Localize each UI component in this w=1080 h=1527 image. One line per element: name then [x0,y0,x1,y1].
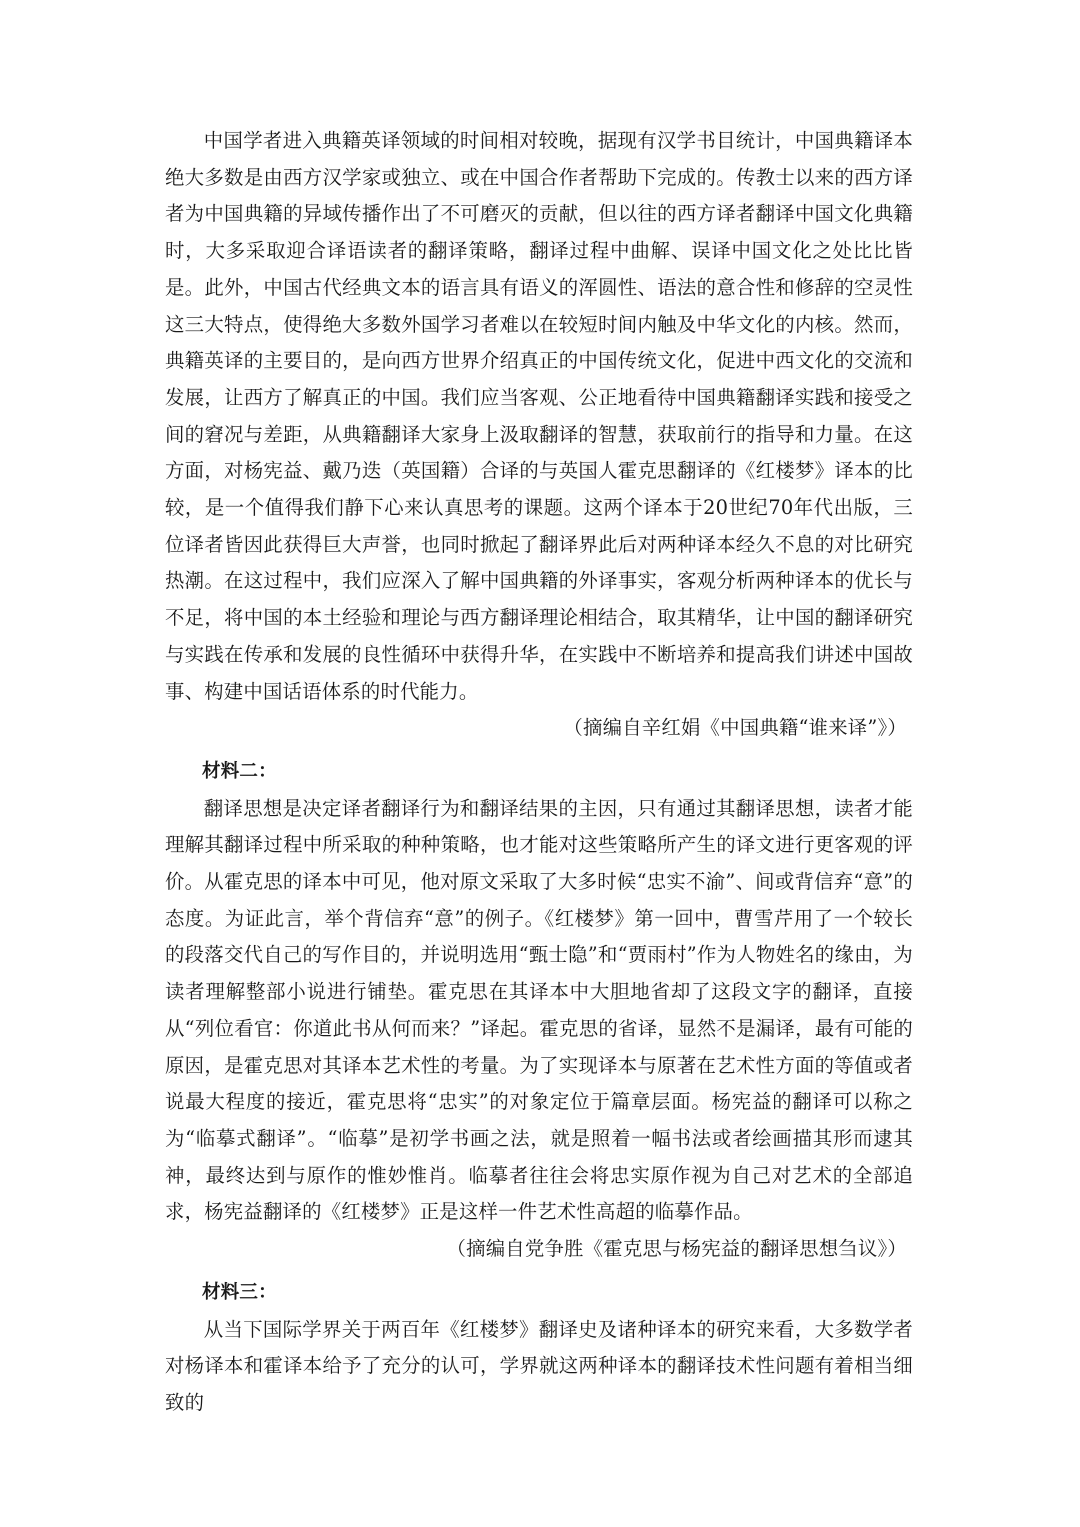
material-two-source: （摘编自党争胜《霍克思与杨宪益的翻译思想刍议》） [446,1237,907,1261]
material-three-heading: 材料三： [202,1281,277,1303]
material-one-source: （摘编自辛红娟《中国典籍“谁来译”》） [563,716,907,740]
material-two-body: 翻译思想是决定译者翻译行为和翻译结果的主因，只有通过其翻译思想，读者才能理解其翻译过程中所采取的种种策略，也才能对这些策略所产生的译文进行更客观的评价。从霍克思的译本中可见，他对原文采取了大多时候“忠实不渝”、间或背信弃“意”的态度。为证此言，举个背信弃“意”的例子。《红楼梦》第一回中，曹雪芹用了一个较长的段落交代自己的写作目的，并说明选用“甄士隐”和“贾雨村”作为人物姓名的缘由，为读者理解整部小说进行铺垫。霍克思在其译本中大胆地省却了这段文字的翻译，直接从“列位看官：你道此书从何而来？”译起。霍克思的省译，显然不是漏译，最有可能的原因，是霍克思对其译本艺术性的考量。为了实现译本与原著在艺术性方面的等值或者说最大程度的接近，霍克思将“忠实”的对象定位于篇章层面。杨宪益的翻译可以称之为“临摹式翻译”。“临摹”是初学书画之法，就是照着一幅书法或者绘画描其形而逮其神，最终达到与原作的惟妙惟肖。临摹者往往会将忠实原作视为自己对艺术的全部追求，杨宪益翻译的《红楼梦》正是这样一件艺术性高超的临摹作品。 [165,796,913,1224]
material-one-body: 中国学者进入典籍英译领域的时间相对较晚，据现有汉学书目统计，中国典籍译本绝大多数是由西方汉学家或独立、或在中国合作者帮助下完成的。传教士以来的西方译者为中国典籍的异域传播作出了不可磨灭的贡献，但以往的西方译者翻译中国文化典籍时，大多采取迎合译语读者的翻译策略，翻译过程中曲解、误译中国文化之处比比皆是。此外，中国古代经典文本的语言具有语义的浑圆性、语法的意合性和修辞的空灵性这三大特点，使得绝大多数外国学习者难以在较短时间内触及中华文化的内核。然而，典籍英译的主要目的，是向西方世界介绍真正的中国传统文化，促进中西文化的交流和发展，让西方了解真正的中国。我们应当客观、公正地看待中国典籍翻译实践和接受之间的窘况与差距，从典籍翻译大家身上汲取翻译的智慧，获取前行的指导和力量。在这方面，对杨宪益、戴乃迭（英国籍）合译的与英国人霍克思翻译的《红楼梦》译本的比较，是一个值得我们静下心来认真思考的课题。这两个译本于20世纪70年代出版，三位译者皆因此获得巨大声誉，也同时掀起了翻译界此后对两种译本经久不息的对比研究热潮。在这过程中，我们应深入了解中国典籍的外译事实，客观分析两种译本的优长与不足，将中国的本土经验和理论与西方翻译理论相结合，取其精华，让中国的翻译研究与实践在传承和发展的良性循环中获得升华，在实践中不断培养和提高我们讲述中国故事、构建中国话语体系的时代能力。 [165,129,913,703]
material-three-body: 从当下国际学界关于两百年《红楼梦》翻译史及诸种译本的研究来看，大多数学者对杨译本和霍译本给予了充分的认可，学界就这两种译本的翻译技术性问题有着相当细致的 [165,1317,913,1414]
document-page [165,123,913,1422]
material-two-heading: 材料二： [202,760,277,782]
